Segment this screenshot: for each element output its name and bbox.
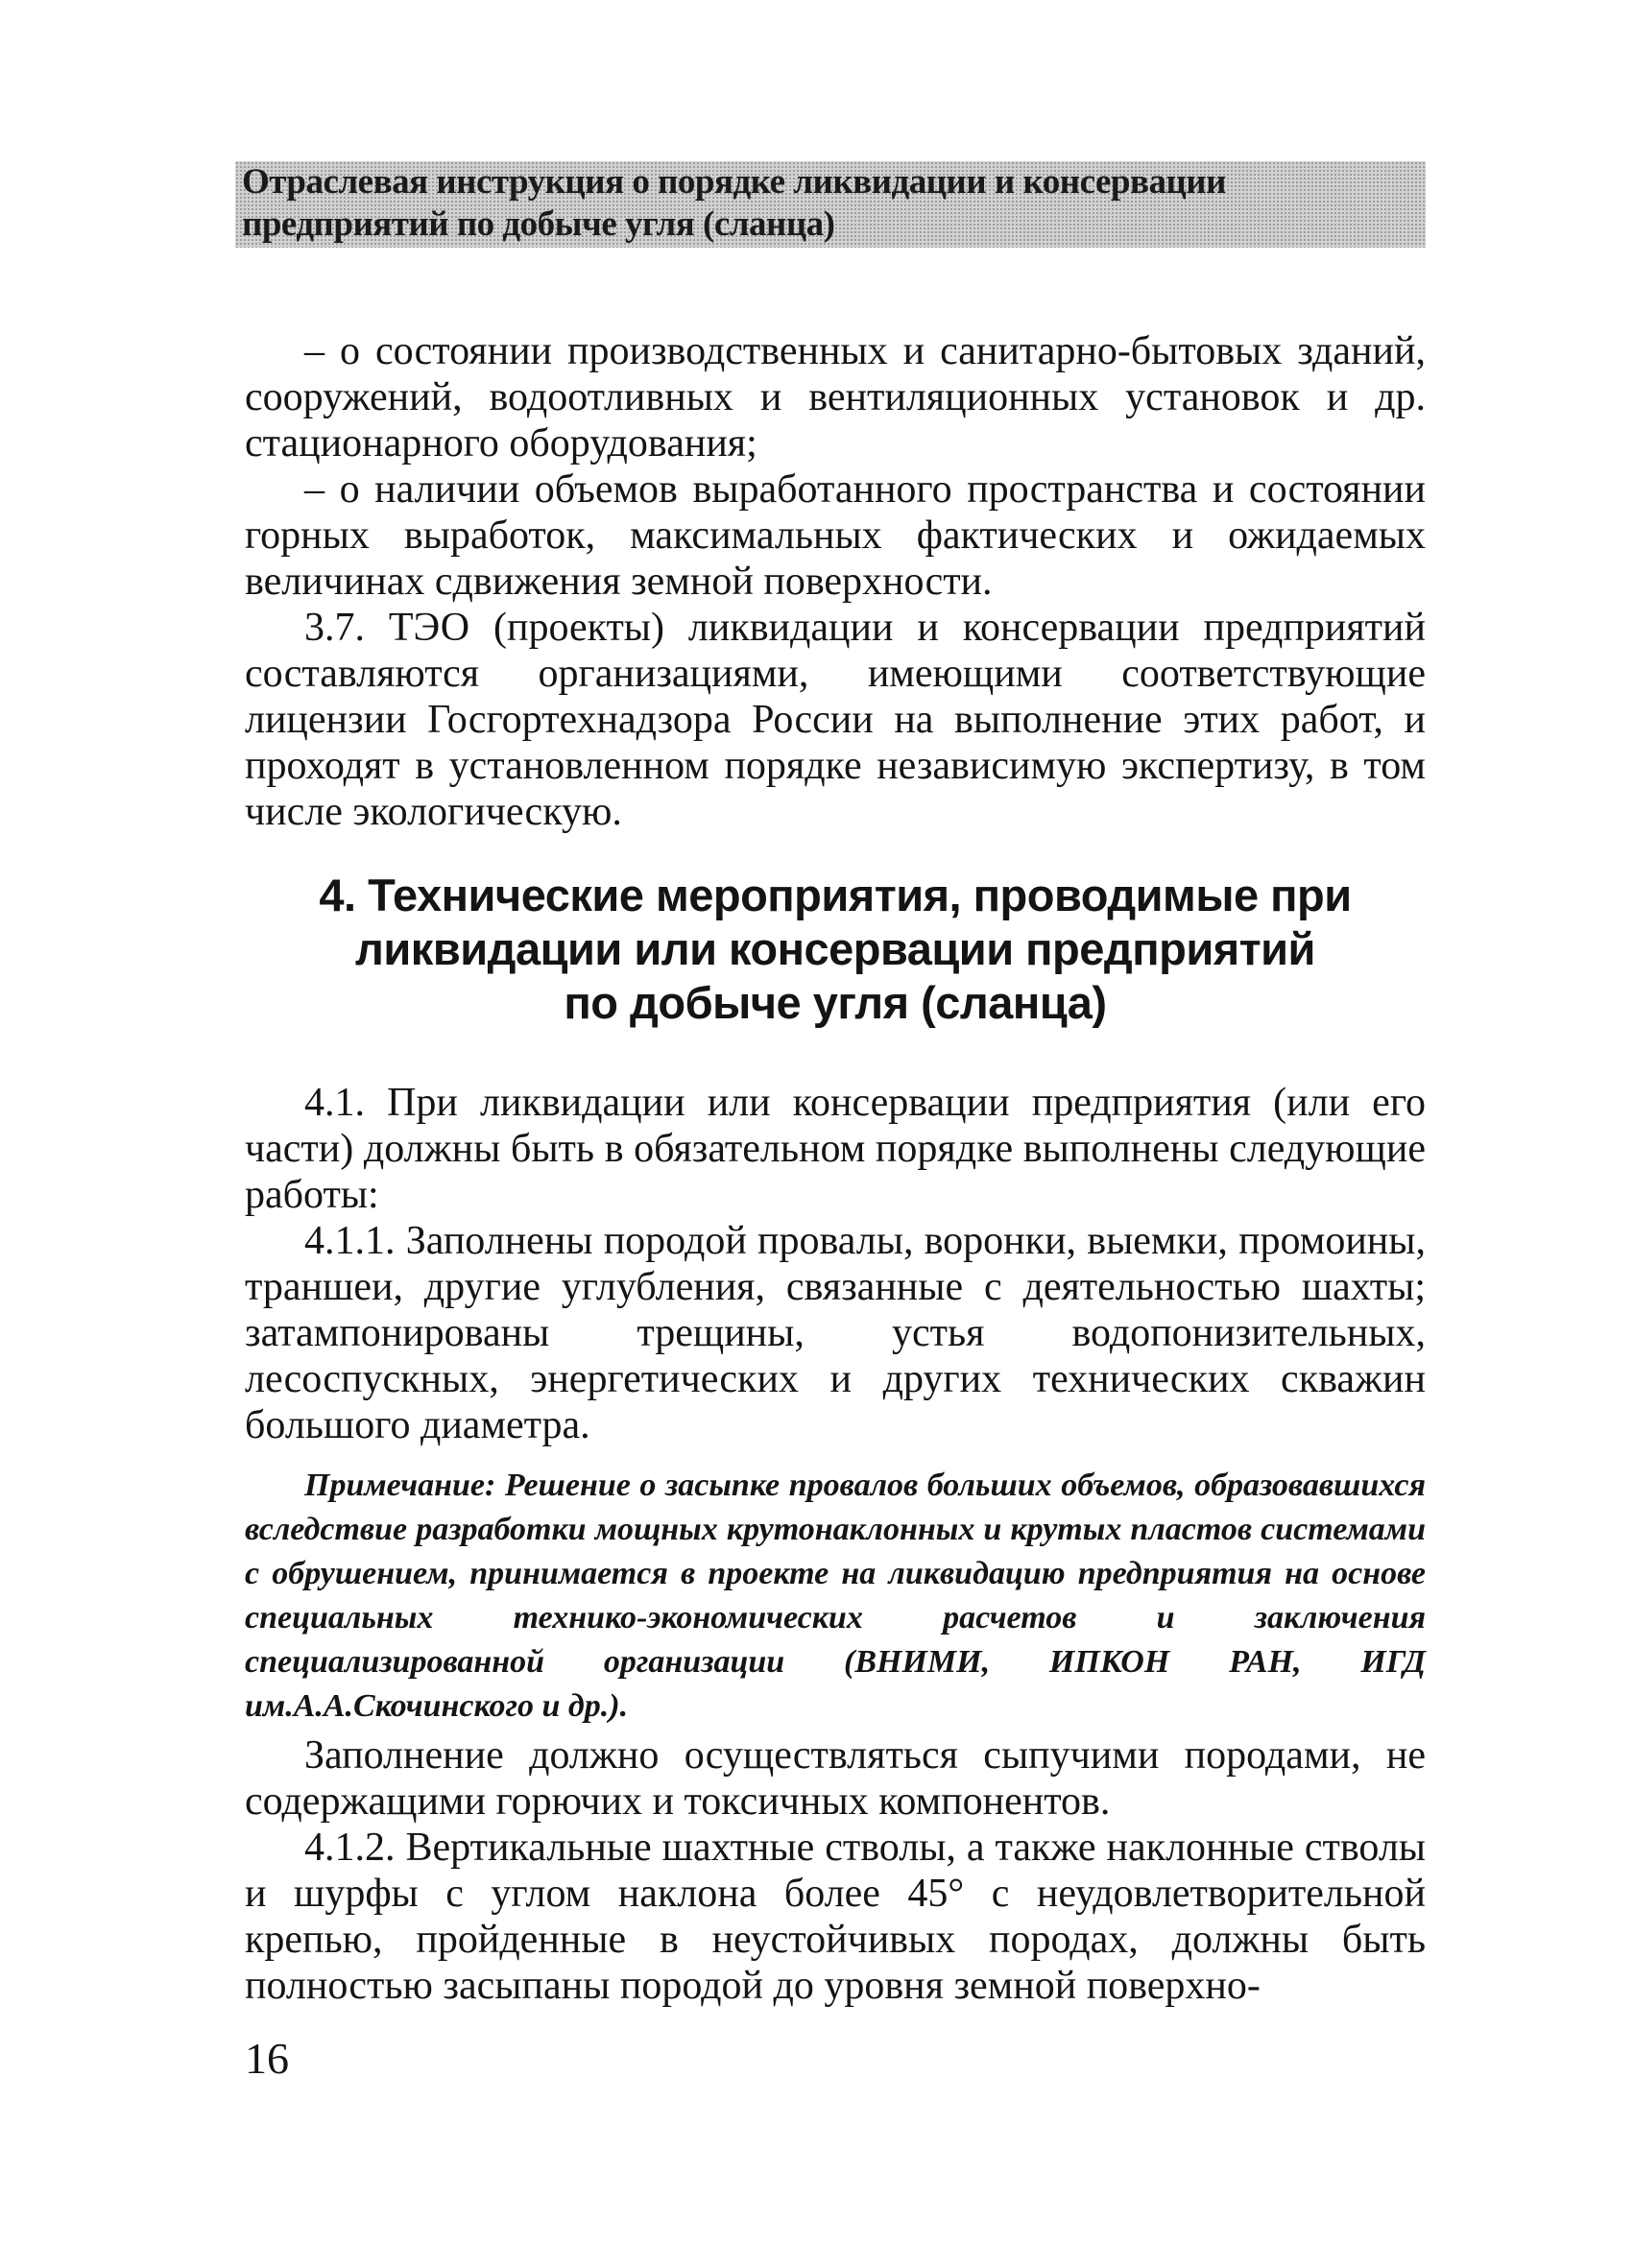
list-item-workings: – о наличии объемов выработанного пространства и состоянии горных выработок, максимальных фактических и ожидаемых величинах сдвижения земной поверхности.	[245, 467, 1426, 604]
paragraph-4-1: 4.1. При ликвидации или консервации предприятия (или его части) должны быть в обязательном порядке выполнены следующие работы:	[245, 1081, 1426, 1217]
section-body	[245, 1080, 1426, 1448]
section-heading-line-3: по добыче угля (сланца)	[564, 977, 1107, 1028]
list-item-buildings: – о состоянии производственных и санитарно-бытовых зданий, сооружений, водоотливных и вентиляционных установок и др. стационарного оборудования;	[245, 329, 1426, 466]
paragraph-fill-material: Заполнение должно осуществляться сыпучими породами, не содержащими горючих и токсичных компонентов.	[245, 1733, 1426, 1824]
running-header	[242, 161, 1356, 246]
note-text: Примечание: Решение о засыпке провалов больших объемов, образовавшихся вследствие разработки мощных крутонаклонных и крутых пластов системами с обрушением, принимается в проекте на ликвидацию предприятия на основе специальных технико-экономических расчетов и заключения специализированной организации (ВНИМИ, ИПКОН РАН, ИГД им.А.А.Скочинского и др.).	[245, 1468, 1426, 1724]
section-heading	[245, 869, 1426, 1030]
paragraph-4-1-1: 4.1.1. Заполнены породой провалы, воронки, выемки, промоины, траншеи, другие углубления, связанные с деятельностью шахты; затампонированы трещины, устья водопонизительных, лесоспускных, энергетических и других технических скважин большого диаметра.	[245, 1219, 1426, 1447]
page-number: 16	[245, 2034, 289, 2083]
note-block	[245, 1464, 1426, 1729]
running-header-line-1: Отраслевая инструкция о порядке ликвидации и консервации	[242, 162, 1226, 202]
running-header-line-2: предприятий по добыче угля (сланца)	[242, 204, 835, 244]
tail-block	[245, 1732, 1426, 2009]
paragraph-4-1-2: 4.1.2. Вертикальные шахтные стволы, а также наклонные стволы и шурфы с углом наклона более 45° с неудовлетворительной крепью, пройденные в неустойчивых породах, должны быть полностью засыпаны породой до уровня земной поверхно-	[245, 1826, 1426, 2008]
section-heading-line-2: ликвидации или консервации предприятий	[355, 923, 1315, 974]
section-heading-line-1: 4. Технические мероприятия, проводимые при	[319, 870, 1352, 920]
intro-block	[245, 328, 1426, 835]
paragraph-3-7: 3.7. ТЭО (проекты) ликвидации и консервации предприятий составляются организациями, имеющими соответствующие лицензии Госгортехнадзора России на выполнение этих работ, и проходят в установленном порядке независимую экспертизу, в том числе экологическую.	[245, 606, 1426, 834]
